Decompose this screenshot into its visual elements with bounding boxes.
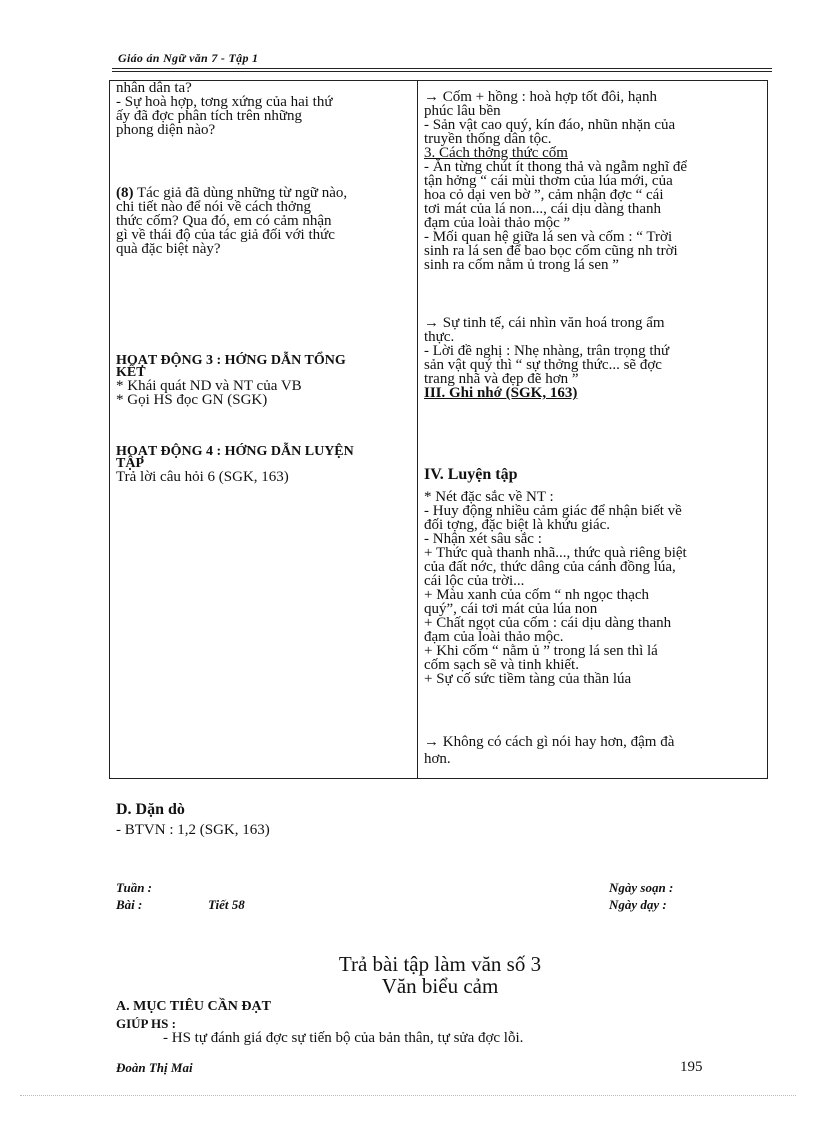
section-d-title: D. Dặn dò <box>116 801 185 818</box>
activity-heading: KẾT <box>116 365 146 380</box>
right-block-3 <box>424 316 762 400</box>
right-block-5 <box>424 490 762 686</box>
text-line: tận hởng “ cái mùi thơm của lúa mới, của <box>424 173 673 189</box>
text-line: chi tiết nào để nói về cách thởng <box>116 199 311 215</box>
text-line: * Nét đặc sắc về NT : <box>424 489 554 505</box>
lesson-subtitle: Văn biểu cảm <box>381 974 499 998</box>
text-line: hơn. <box>424 751 451 767</box>
right-block-1 <box>424 90 762 272</box>
section-a-title: A. MỤC TIÊU CẦN ĐẠT <box>116 999 271 1014</box>
text-line: truyền thống dân tộc. <box>424 131 552 147</box>
text-line: thức cốm? Qua đó, em có cảm nhận <box>116 213 332 229</box>
text-line: - Huy động nhiều cảm giác để nhận biết về <box>424 503 682 519</box>
text-line: * Khái quát ND và NT của VB <box>116 378 302 394</box>
text-line: cốm sạch sẽ và tinh khiết. <box>424 657 579 673</box>
text-line: + Chất ngọt của cốm : cái dịu dàng thanh <box>424 615 672 631</box>
teach-date-label: Ngày dạy : <box>609 897 667 912</box>
header-rule <box>112 71 772 72</box>
page-number: 195 <box>680 1059 703 1075</box>
left-q8 <box>116 186 412 256</box>
text-line: - Ăn từng chút ít thong thả và ngẫm nghĩ để <box>424 159 688 175</box>
text-line: + Màu xanh của cốm “ nh ngọc thạch <box>424 587 650 603</box>
text-line: gì về thái độ của tác giả đối với thức <box>116 227 335 243</box>
text-line: trang nhã và đẹp đẽ hơn ” <box>424 371 579 387</box>
activity-4 <box>116 446 412 484</box>
text-line: phong diện nào? <box>116 122 216 138</box>
page-header-title: Giáo án Ngữ văn 7 - Tập 1 <box>118 51 259 65</box>
section-ghi-nho: III. Ghi nhớ (SGK, 163) <box>424 385 578 401</box>
table-divider <box>417 80 418 779</box>
activity-heading: HOẠT ĐỘNG 3 : HỚNG DẪN TỔNG <box>116 353 346 368</box>
right-block-6 <box>424 734 762 768</box>
footer-author: Đoàn Thị Mai <box>116 1060 193 1075</box>
lesson-title: Trả bài tập làm văn số 3 <box>338 952 542 976</box>
text-line: đạm của loài thảo mộc ” <box>424 215 571 231</box>
text-line: - Mối quan hệ giữa lá sen và cốm : “ Trời <box>424 229 673 245</box>
activity-heading: TẬP <box>116 456 144 471</box>
lesson-label: Bài : <box>116 897 143 912</box>
text-line: nhân dân ta? <box>116 80 192 96</box>
question-number: (8) <box>116 185 134 201</box>
section-d-line: - BTVN : 1,2 (SGK, 163) <box>116 822 270 838</box>
text-line: cái lộc của trời... <box>424 573 525 589</box>
period-label: Tiết 58 <box>208 897 245 912</box>
text-line: + Sự cố sức tiềm tàng của thần lúa <box>424 671 632 687</box>
text-line: tơi mát của lá non..., cái dịu dàng thanh <box>424 201 662 217</box>
text-line: thực. <box>424 329 455 345</box>
text-line: sản vật quý thì “ sự thởng thức... sẽ đợc <box>424 357 662 373</box>
text-line: → Không có cách gì nói hay hơn, đậm đà <box>424 734 675 750</box>
week-label: Tuần : <box>116 880 152 895</box>
section-a-sub: GIÚP HS : <box>116 1016 176 1031</box>
text-line: hoa cỏ dại ven bờ ”, cảm nhận đợc “ cái <box>424 187 664 203</box>
text-line: Trả lời câu hỏi 6 (SGK, 163) <box>116 469 289 485</box>
text-line: + Thức quà thanh nhã..., thức quà riêng biệt <box>424 545 687 561</box>
subheading: 3. Cách thởng thức cốm <box>424 145 568 161</box>
text-line: quà đặc biệt này? <box>116 241 221 257</box>
section-a-line: - HS tự đánh giá đợc sự tiến bộ của bản thân, tự sửa đợc lỗi. <box>163 1030 524 1046</box>
text-line: + Khi cốm “ nằm ủ ” trong lá sen thì lá <box>424 643 658 659</box>
prep-date-label: Ngày soạn : <box>609 880 674 895</box>
left-q7 <box>116 81 412 137</box>
text-line: - Lời đề nghị : Nhẹ nhàng, trân trọng thứ <box>424 343 670 359</box>
text-line: đối tợng, đặc biệt là khứu giác. <box>424 517 611 533</box>
activity-heading: HOẠT ĐỘNG 4 : HỚNG DẪN LUYỆN <box>116 444 354 459</box>
text-line: * Gọi HS đọc GN (SGK) <box>116 392 268 408</box>
text-line: sinh ra cốm nằm ủ trong lá sen ” <box>424 257 619 273</box>
text-line: sinh ra lá sen để bao bọc cốm cũng nh trời <box>424 243 678 259</box>
text-line: phúc lâu bền <box>424 103 501 119</box>
text-line: → Cốm + hồng : hoà hợp tốt đôi, hạnh <box>424 89 658 105</box>
text-line: - Sản vật cao quý, kín đáo, nhũn nhặn của <box>424 117 676 133</box>
header-rule <box>112 68 772 69</box>
text-line: - Sự hoà hợp, tơng xứng của hai thứ <box>116 94 333 110</box>
page-edge-rule <box>20 1095 796 1096</box>
text-line: ấy đã đợc phân tích trên những <box>116 108 303 124</box>
section-luyen-tap: IV. Luyện tập <box>424 466 518 483</box>
text-line: → Sự tinh tế, cái nhìn văn hoá trong ẩm <box>424 315 665 331</box>
text-line: đạm của loài thảo mộc. <box>424 629 564 645</box>
text-line: Tác giả đã dùng những từ ngữ nào, <box>133 185 348 201</box>
activity-3 <box>116 355 412 407</box>
text-line: quý”, cái tơi mát của lúa non <box>424 601 598 617</box>
text-line: - Nhận xét sâu sắc : <box>424 531 542 547</box>
text-line: của đất nớc, thức dâng của cánh đồng lúa, <box>424 559 676 575</box>
